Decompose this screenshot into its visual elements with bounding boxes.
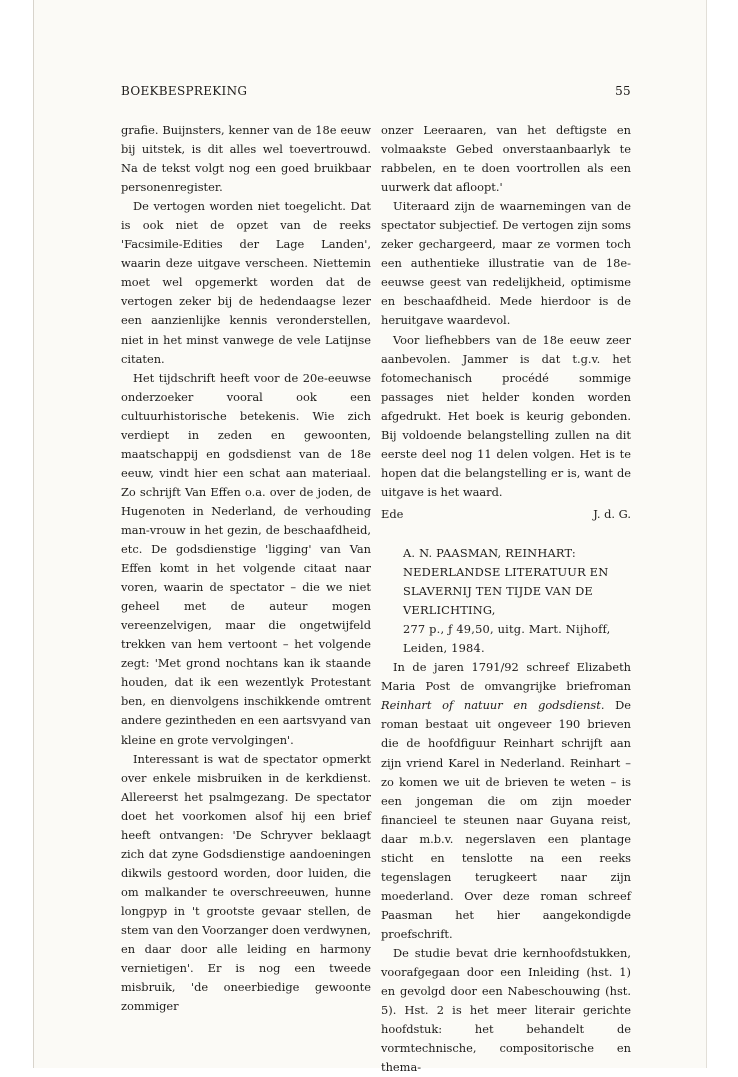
review-intro: In de jaren 1791/92 schreef Elizabeth Maria Post de omvangrijke briefroman <box>381 660 631 694</box>
paragraph: Uiteraard zijn de waarnemingen van de spectator subjectief. De vertogen zijn soms zeker gechargeerd, maar ze vormen toch een authentieke illustratie van de 18e-eeuwse geest van redelijkheid, optimisme en beschaafdheid. Mede hierdoor is de heruitgave waardevol. <box>381 199 631 328</box>
page-sheet <box>33 0 707 1075</box>
novel-title: Reinhart of natuur en godsdienst. <box>381 698 605 713</box>
page-number: 55 <box>615 84 631 98</box>
book-details: 277 p., ƒ 49,50, uitg. Mart. Nijhoff, Leiden, 1984. <box>403 622 611 656</box>
right-column <box>381 121 631 1077</box>
paragraph: grafie. Buijnsters, kenner van de 18e eeuw bij uitstek, is dit alles wel toevertrouwd. Na de tekst volgt nog een goed bruikbaar personenregister. <box>121 123 371 195</box>
section-title: BOEKBESPREKING <box>121 84 248 98</box>
review-signature <box>381 505 631 524</box>
signature-place: Ede <box>381 506 404 521</box>
paragraph: Voor liefhebbers van de 18e eeuw zeer aanbevolen. Jammer is dat t.g.v. het fotomechanisch procédé sommige passages niet helder konden worden afgedrukt. Het boek is keurig gebonden. Bij voldoende belangstelling zullen na dit eerste deel nog 11 delen volgen. Het is te hopen dat die belangstelling er is, want de uitgave is het waard. <box>381 332 631 499</box>
paragraph: De vertogen worden niet toegelicht. Dat is ook niet de opzet van de reeks 'Facsimile-Edities der Lage Landen', waarin deze uitgave verscheen. Niettemin moet wel opgemerkt worden dat de vertogen zeker bij de hedendaagse lezer een aanzienlijke kennis veronderstellen, niet in het minst vanwege de vele Latijnse citaten. <box>121 199 371 366</box>
paragraph: onzer Leeraaren, van het deftigste en volmaakste Gebed onverstaanbaarlyk te rabbelen, en te doen voortrollen als een uurwerk dat afloopt.' <box>381 123 631 195</box>
left-column <box>121 121 371 1016</box>
paragraph: De studie bevat drie kernhoofdstukken, voorafgegaan door een Inleiding (hst. 1) en gevolgd door een Nabeschouwing (hst. 5). Hst. 2 is het meer literair gerichte hoofdstuk: het behandelt de vormtechnische, compositorische en thema- <box>381 945 631 1075</box>
review-opening-paragraph <box>381 658 631 944</box>
book-title: A. N. PAASMAN, REINHART: NEDERLANDSE LITERATUUR EN SLAVERNIJ TEN TIJDE VAN DE VERLICHTING, <box>403 545 609 618</box>
paragraph: Het tijdschrift heeft voor de 20e-eeuwse onderzoeker vooral ook een cultuurhistorische betekenis. Wie zich verdiept in zeden en gewoonten, maatschappij en godsdienst van de 18e eeuw, vindt hier een schat aan materiaal. Zo schrijft Van Effen o.a. over de joden, de Hugenoten in Nederland, de verhouding man-vrouw in het gezin, de beschaafdheid, etc. De godsdienstige 'ligging' van Van Effen komt in het volgende citaat naar voren, waarin de spectator – die we niet geheel met de auteur mogen vereenzelvigen, maar die ongetwijfeld trekken van hem vertoont – het volgende zegt: 'Met grond nochtans kan ik staande houden, dat ik een wezentlyk Protestant ben, en dienvolgens inschikkende omtrent andere gezintheden en een aartsvyand van kleine en grote vervolgingen'. <box>121 370 371 747</box>
signature-initials: J. d. G. <box>593 506 631 521</box>
book-heading <box>403 544 631 658</box>
paragraph: Interessant is wat de spectator opmerkt over enkele misbruiken in de kerkdienst. Allereerst het psalmgezang. De spectator doet het voorkomen alsof hij een brief heeft ontvangen: 'De Schryver beklaagt zich dat zyne Godsdienstige aandoeningen dikwils gestoord worden, door luiden, die om malkander te overschreeuwen, hunne longpyp in 't grootste gevaar stellen, de stem van den Voorzanger doen verdwynen, en daar door alle leiding en harmony vernietigen'. Er is nog een tweede misbruik, 'de oneerbiedige gewoonte zommiger <box>121 751 371 1014</box>
review-continued: De roman bestaat uit ongeveer 190 brieven die de hoofdfiguur Reinhart schrijft aan zijn vriend Karel in Nederland. Reinhart – zo komen we uit de brieven te weten – is een jongeman die om zijn moeder financieel te steunen naar Guyana reist, daar m.b.v. negerslaven een plantage sticht en tenslotte na een reeks tegenslagen terugkeert naar zijn moederland. Over deze roman schreef Paasman het hier aangekondigde proefschrift. <box>381 698 631 941</box>
